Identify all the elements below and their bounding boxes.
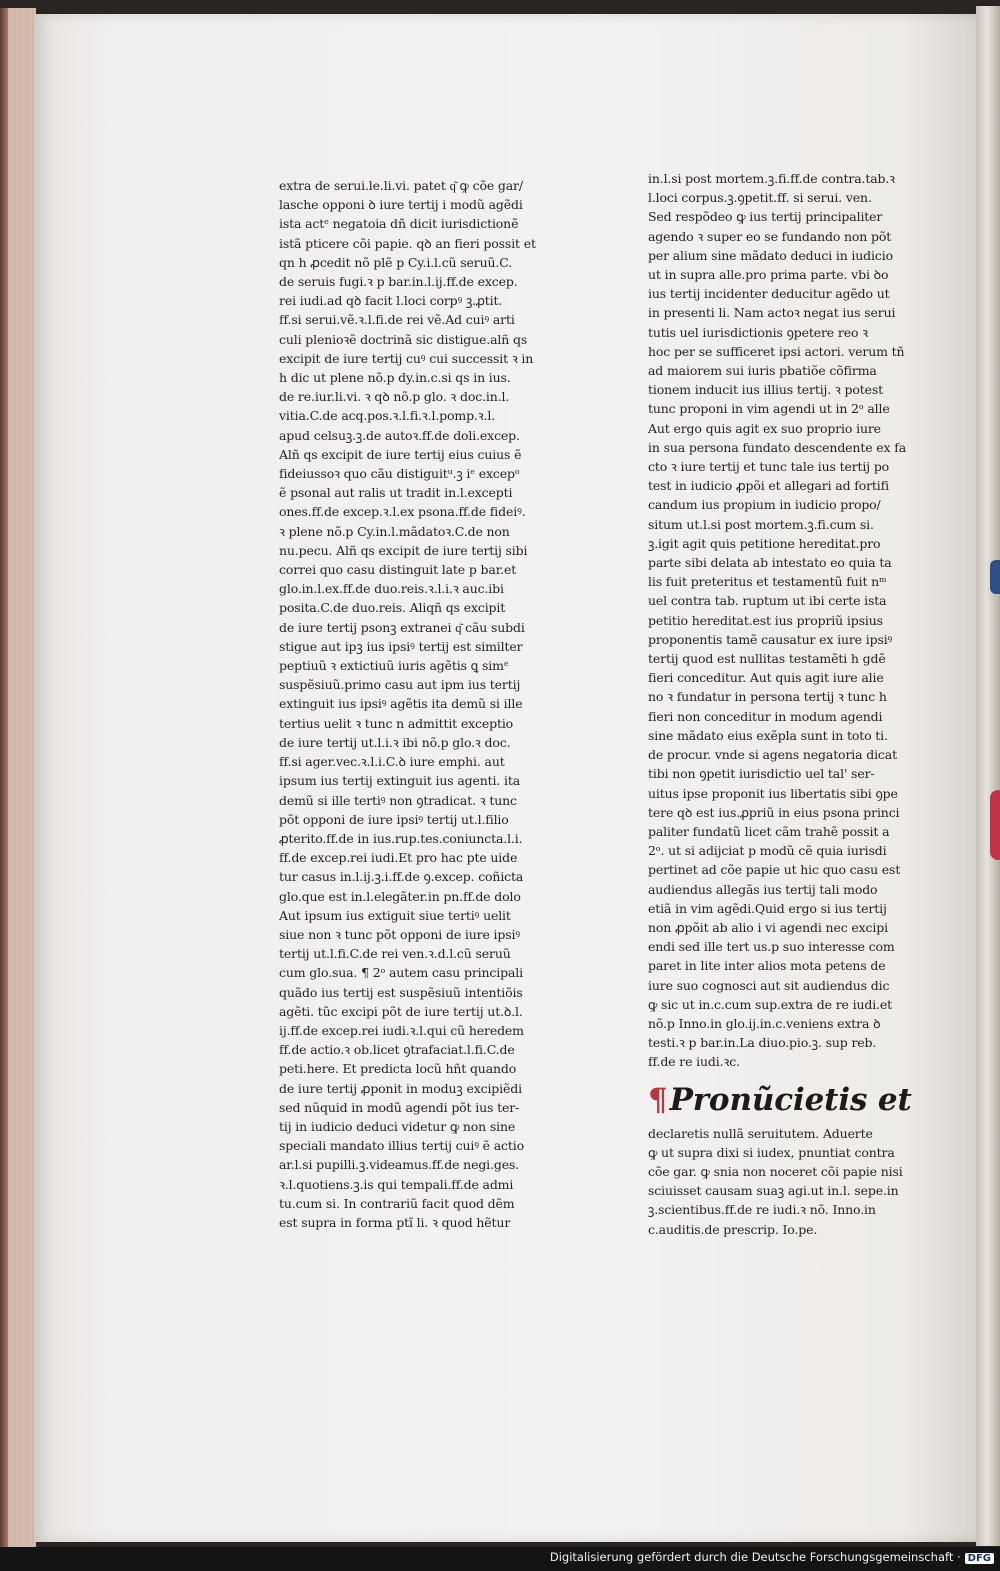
right-text-column (648, 169, 912, 1239)
text-line: tu.cum si. In contrariũ facit quod dẽm (279, 1195, 515, 1211)
text-line: rei iudi.ad qꝺ facit l.loci corpꝰ ꝫ.ꝓtit. (279, 293, 503, 309)
text-line: est supra in forma ptĩ li. ꝛ quod hẽtur (279, 1214, 511, 1230)
text-line: ẽ psonal aut ralis ut tradit in.l.excepti (279, 485, 513, 501)
text-line: ff.si serui.vẽ.ꝛ.l.fi.de rei vẽ.Ad cuiꝰ arti (279, 312, 515, 328)
text-line: de iure tertij psonꝫ extranei q͂ cãu subdi (279, 619, 525, 635)
text-line: cum glo.sua. ¶ 2ᵒ autem casu principali (279, 965, 523, 981)
text-line: in presenti li. Nam actoꝛ negat ius serui (648, 305, 896, 321)
text-line: tionem inducit ius illius tertij. ꝛ potest (648, 382, 884, 398)
text-line: in.l.si post mortem.ꝫ.fi.ff.de contra.tab.ꝛ (648, 171, 895, 186)
text-line: proponentis tamẽ causatur ex iure ipsiꝰ (648, 631, 893, 647)
text-line: ad maiorem sui iuris pbatiõe cõfirma (648, 363, 877, 379)
text-line: tij in iudicio deduci videtur ꝙ non sine (279, 1118, 516, 1134)
text-line: non ꝓpõit ab alio i vi agendi nec excipi (648, 919, 888, 935)
text-line: vitia.C.de acq.pos.ꝛ.l.fi.ꝛ.l.pomp.ꝛ.l. (279, 408, 496, 424)
text-line: c.auditis.de prescrip. Io.pe. (648, 1221, 818, 1237)
text-line: test in iudicio ꝓpõi et allegari ad fortifi (648, 478, 889, 494)
text-line: de iure tertij ꝓponit in moduꝫ excipiẽdi (279, 1080, 522, 1096)
text-line: lis fuit preteritus et testamentũ fuit nᵐ (648, 574, 887, 590)
text-line: no ꝛ fundatur in persona tertij ꝛ tunc h (648, 689, 887, 705)
text-line: declaretis nullã seruitutem. Aduerte (648, 1125, 873, 1141)
red-color-tab (990, 790, 1000, 860)
left-page-stack-edge (0, 8, 36, 1548)
right-column-top-text (648, 169, 912, 1072)
text-line: in sua persona fundato descendente ex fa (648, 439, 907, 455)
text-line: suspẽsiuũ.primo casu aut ipm ius tertij (279, 677, 521, 693)
right-column-bottom-text (648, 1124, 912, 1239)
text-line: posita.C.de duo.reis. Aliqñ qs excipit (279, 600, 506, 616)
text-line: glo.que est in.l.elegãter.in pn.ff.de dolo (279, 888, 521, 904)
text-line: Sed respõdeo ꝙ ius tertij principaliter (648, 209, 883, 225)
text-line: ista actᵉ negatoia dñ dicit iurisdictionẽ (279, 216, 519, 232)
text-line: audiendus allegãs ius tertij tali modo (648, 881, 878, 897)
text-line: cto ꝛ iure tertij et tunc tale ius tertij po (648, 459, 890, 475)
text-line: Aut ergo quis agit ex suo proprio iure (648, 420, 881, 436)
text-line: agẽti. tũc excipi põt de iure tertij ut.ꝺ.l. (279, 1003, 523, 1019)
text-line: uitus ipse proponit ius libertatis sibi ꝯpe (648, 785, 898, 801)
text-line: pertinet ad cõe papie ut hic quo casu est (648, 862, 901, 878)
text-line: ꝫ.igit agit quis petitione hereditat.pro (648, 535, 881, 551)
section-heading-text: Pronũcietis et (669, 1081, 912, 1118)
text-line: situm ut.l.si post mortem.ꝫ.fi.cum si. (648, 516, 874, 532)
text-line: ꝛ.l.quotiens.ꝫ.is qui tempali.ff.de admi (279, 1176, 514, 1192)
text-line: extra de serui.le.li.vi. patet q͂ ꝙ cõe gar/ (279, 178, 523, 193)
text-line: ff.de actio.ꝛ ob.licet ꝯtrafaciat.l.fi.C.de (279, 1042, 515, 1058)
text-line: tertij quod est nullitas testamẽti h gdẽ (648, 651, 886, 667)
text-line: ff.de re iudi.ꝛc. (648, 1054, 740, 1070)
text-line: ar.l.si pupilli.ꝫ.videamus.ff.de negi.ges. (279, 1157, 520, 1173)
text-line: nu.pecu. Alñ qs excipit de iure tertij sibi (279, 542, 528, 558)
text-line: tutis uel iurisdictionis ꝯpetere reo ꝛ (648, 324, 868, 340)
text-line: culi plenioꝛẽ doctrinã sic distigue.alñ qs (279, 331, 528, 347)
text-line: sciuisset causam suaꝫ agi.ut in.l. sepe.in (648, 1183, 899, 1199)
footer-credit (550, 1550, 994, 1564)
text-line: nõ.p Inno.in glo.ij.in.c.veniens extra ꝺ (648, 1015, 881, 1031)
text-line: de seruis fugi.ꝛ p bar.in.l.ij.ff.de excep. (279, 274, 518, 290)
text-line: testi.ꝛ p bar.in.La diuo.pio.ꝫ. sup reb. (648, 1035, 877, 1051)
text-line: cõe gar. ꝙ snia non noceret cõi papie nisi (648, 1163, 903, 1179)
text-line: peti.here. Et predicta locũ hñt quando (279, 1061, 517, 1077)
text-line: ut in supra alle.pro prima parte. vbi ꝺo (648, 267, 889, 283)
section-heading (648, 1078, 912, 1122)
text-line: correi quo casu distinguit late p bar.et (279, 562, 517, 578)
text-line: de procur. vnde si agens negatoria dicat (648, 747, 897, 763)
text-line: excipit de iure tertij cuꝰ cui successit ꝛ in (279, 350, 534, 366)
text-line: põt opponi de iure ipsiꝰ tertij ut.l.filio (279, 811, 509, 827)
text-line: parte sibi delata ab intestato eo quia ta (648, 555, 892, 571)
text-line: glo.in.l.ex.ff.de duo.reis.ꝛ.l.i.ꝛ auc.ibi (279, 581, 504, 597)
text-line: siue non ꝛ tunc põt opponi de iure ipsiꝰ (279, 926, 520, 942)
text-line: per alium sine mãdato deduci in iudicio (648, 247, 893, 263)
digitization-footer (0, 1547, 1000, 1571)
text-line: tertij ut.l.fi.C.de rei ven.ꝛ.d.l.cũ seruũ (279, 946, 511, 962)
text-line: fideiussoꝛ quo cãu distiguitᵘ.ꝫ iᵉ excepᵒ (279, 466, 520, 482)
text-line: fieri non conceditur in modum agendi (648, 708, 883, 724)
text-line: fieri conceditur. Aut quis agit iure alie (648, 670, 884, 686)
text-line: tunc proponi in vim agendi ut in 2ᵒ alle (648, 401, 890, 417)
text-line: ones.ff.de excep.ꝛ.l.ex psona.ff.de fideiꝰ. (279, 504, 526, 520)
text-line: petitio hereditat.est ius propriũ ipsius (648, 612, 883, 628)
text-line: Alñ qs excipit de iure tertij eius cuius ẽ (279, 446, 522, 462)
text-line: de iure tertij ut.l.i.ꝛ ibi nõ.p glo.ꝛ doc. (279, 734, 511, 750)
text-line: demũ si ille tertiꝰ non ꝯtradicat. ꝛ tunc (279, 792, 517, 808)
text-line: iure suo cognosci aut sit audiendus dic (648, 977, 890, 993)
footer-credit-text: Digitalisierung gefördert durch die Deutsche Forschungsgemeinschaft · (549, 1550, 961, 1564)
left-text-column (279, 176, 541, 1232)
text-line: h dic ut plene nõ.p dy.in.c.si qs in ius. (279, 370, 511, 386)
text-line: tere qꝺ est ius.ꝓpriũ in eius psona princi (648, 804, 900, 820)
text-line: hoc per se sufficeret ipsi actori. verum tñ (648, 343, 905, 359)
text-line: tertius uelit ꝛ tunc n admittit exceptio (279, 715, 514, 731)
text-line: uel contra tab. ruptum ut ibi certe ista (648, 593, 887, 609)
text-line: ius tertij incidenter deducitur agẽdo ut (648, 286, 890, 302)
text-line: tibi non ꝯpetit iurisdictio uel tal' ser- (648, 766, 875, 782)
text-line: ipsum ius tertij extinguit ius agenti. ita (279, 773, 521, 789)
text-line: qn h ꝓcedit nõ plẽ p Cy.i.l.cũ seruũ.C. (279, 254, 513, 270)
text-line: ꝙ ut supra dixi si iudex, pnuntiat contra (648, 1144, 895, 1160)
text-line: ij.ff.de excep.rei iudi.ꝛ.l.qui cũ heredem (279, 1022, 524, 1038)
text-line: ꝙ sic ut in.c.cum sup.extra de re iudi.et (648, 996, 892, 1012)
text-line: agendo ꝛ super eo se fundando non põt (648, 228, 892, 244)
text-line: speciali mandato illius tertij cuiꝰ ẽ actio (279, 1138, 524, 1154)
text-line: paliter fundatũ licet cãm trahẽ possit a (648, 823, 890, 839)
text-line: ff.de excep.rei iudi.Et pro hac pte uide (279, 850, 518, 866)
text-line: endi sed ille tert us.p suo interesse com (648, 939, 895, 955)
text-line: tur casus in.l.ij.ꝫ.i.ff.de ꝯ.excep. coñicta (279, 869, 524, 885)
text-line: apud celsuꝫ.ꝫ.de autoꝛ.ff.de doli.excep. (279, 427, 520, 443)
text-line: paret in lite inter alios mota petens de (648, 958, 886, 974)
text-line: Aut ipsum ius extiguit siue tertiꝰ uelit (279, 907, 511, 923)
text-line: etiã in vim agẽdi.Quid ergo si ius tertij (648, 900, 887, 916)
text-line: ꝫ.scientibus.ff.de re iudi.ꝛ nõ. Inno.in (648, 1202, 876, 1218)
text-line: de re.iur.li.vi. ꝛ qꝺ nõ.p glo. ꝛ doc.in.l. (279, 389, 510, 405)
text-line: sed nũquid in modũ agendi põt ius ter- (279, 1099, 520, 1115)
dfg-logo: DFG (965, 1553, 994, 1564)
text-line: ff.si ager.vec.ꝛ.l.i.C.ꝺ iure emphi. aut (279, 754, 505, 770)
text-line: ꝓterito.ff.de in ius.rup.tes.coniuncta.l.i. (279, 830, 523, 846)
text-line: candum ius propium in iudicio propo/ (648, 497, 881, 513)
text-line: l.loci corpus.ꝫ.ꝯpetit.ff. si serui. ven. (648, 190, 872, 206)
text-line: peptiuũ ꝛ extictiuũ iuris agẽtis ꝗ simᵉ (279, 658, 509, 674)
text-line: istã pticere cõi papie. qꝺ an fieri possit et (279, 235, 536, 251)
text-line: ꝛ plene nõ.p Cy.in.l.mãdatoꝛ.C.de non (279, 523, 510, 539)
text-line: extinguit ius ipsiꝰ agẽtis ita demũ si ille (279, 696, 523, 712)
paragraph-mark-icon: ¶ (648, 1081, 668, 1118)
text-line: 2ᵒ. ut si adijciat p modũ cẽ quia iurisdi (648, 843, 887, 859)
text-line: sine mãdato eius exẽpla sunt in toto ti. (648, 727, 888, 743)
text-line: stigue aut ipꝫ ius ipsiꝰ tertij est similter (279, 638, 523, 654)
text-line: lasche opponi ꝺ iure tertij i modũ agẽdi (279, 197, 523, 213)
right-cover-edge (976, 6, 1000, 1546)
text-line: quãdo ius tertij est suspẽsiuũ intentiõis (279, 984, 523, 1000)
blue-color-tab (990, 560, 1000, 594)
